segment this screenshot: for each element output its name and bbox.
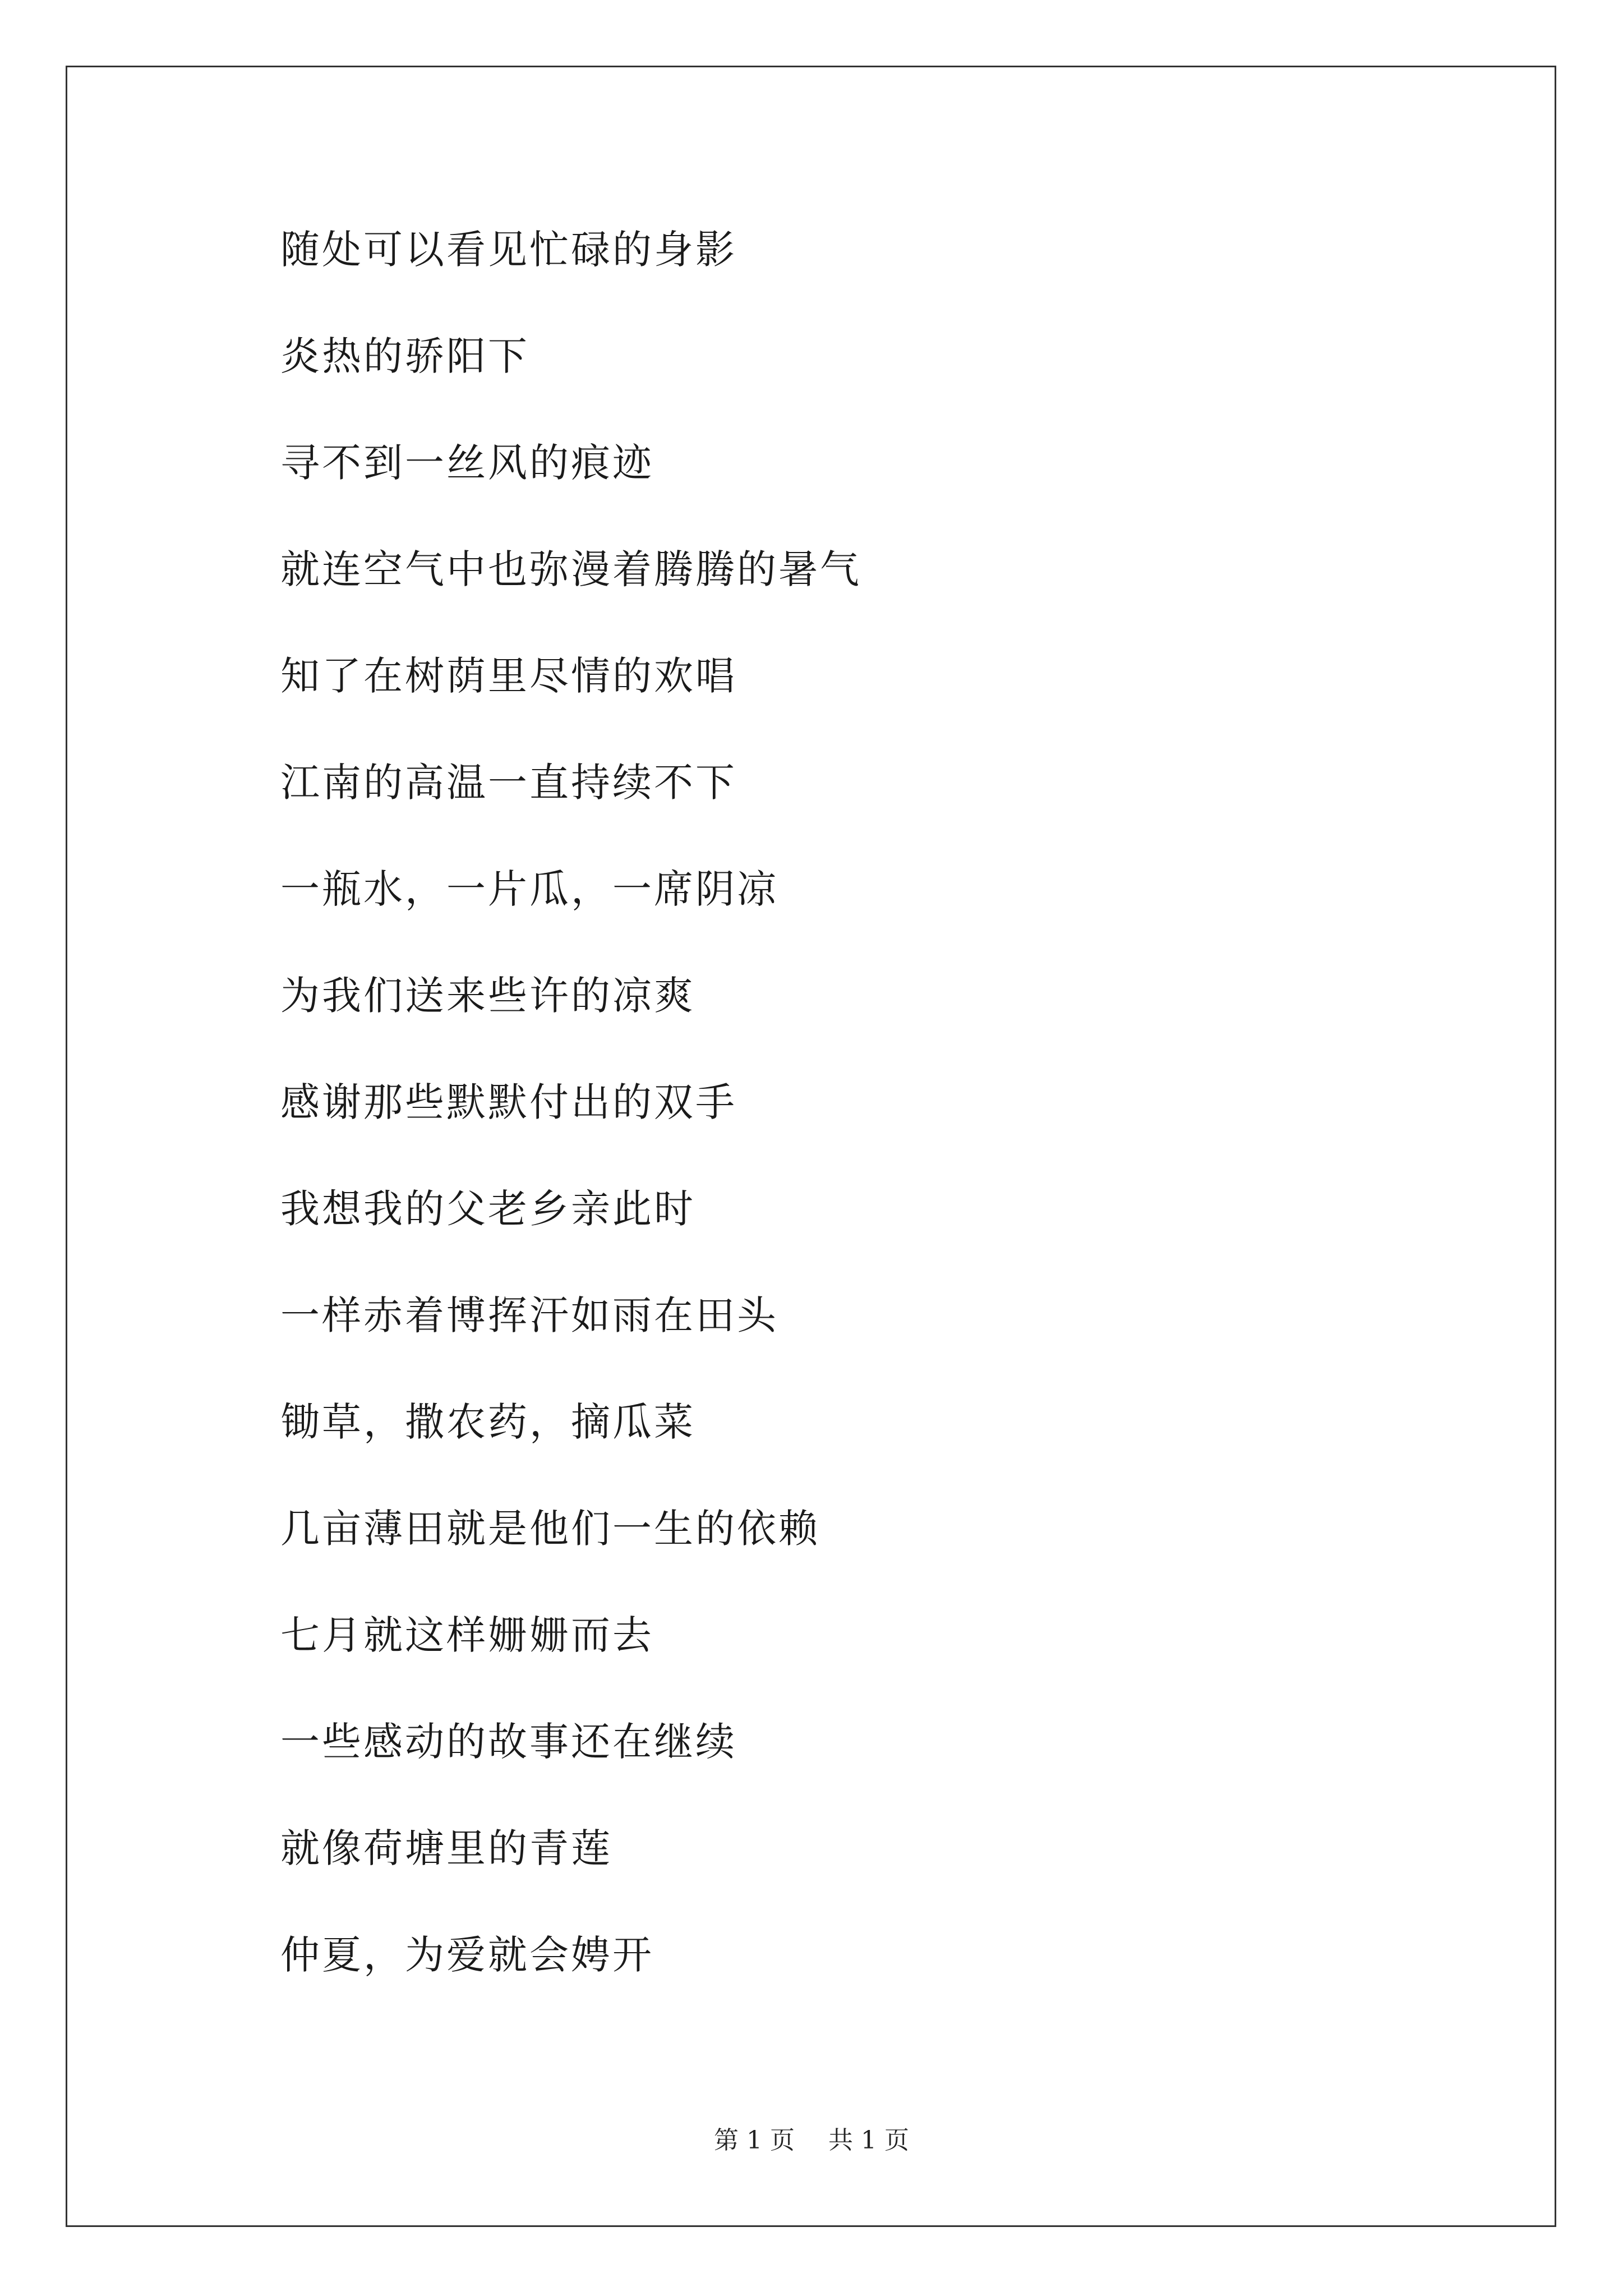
poem-line: 一瓶水，一片瓜，一席阴凉 [280,866,778,912]
poem-line: 随处可以看见忙碌的身影 [280,227,737,273]
poem-line: 我想我的父老乡亲此时 [280,1186,695,1232]
poem-line: 江南的高温一直持续不下 [280,760,737,806]
poem-line: 几亩薄田就是他们一生的依赖 [280,1506,820,1552]
page-number-total: 共 1 页 [828,2126,909,2155]
poem-line: 就像荷塘里的青莲 [280,1825,612,1871]
poem-line: 知了在树荫里尽情的欢唱 [280,653,737,699]
poem-line: 一些感动的故事还在继续 [280,1719,737,1765]
poem-body [280,219,861,2031]
page-number-current: 第 1 页 [714,2126,795,2155]
page-footer [0,2124,1623,2157]
poem-line: 仲夏，为爱就会娉开 [280,1932,654,1978]
poem-line: 寻不到一丝风的痕迹 [280,440,654,486]
poem-line: 锄草，撒农药，摘瓜菜 [280,1399,695,1445]
poem-line: 就连空气中也弥漫着腾腾的暑气 [280,546,861,592]
poem-line: 七月就这样姗姗而去 [280,1612,654,1658]
poem-line: 感谢那些默默付出的双手 [280,1079,737,1125]
poem-line: 炎热的骄阳下 [280,333,529,379]
poem-line: 一样赤着博挥汗如雨在田头 [280,1292,778,1338]
poem-line: 为我们送来些许的凉爽 [280,973,695,1019]
